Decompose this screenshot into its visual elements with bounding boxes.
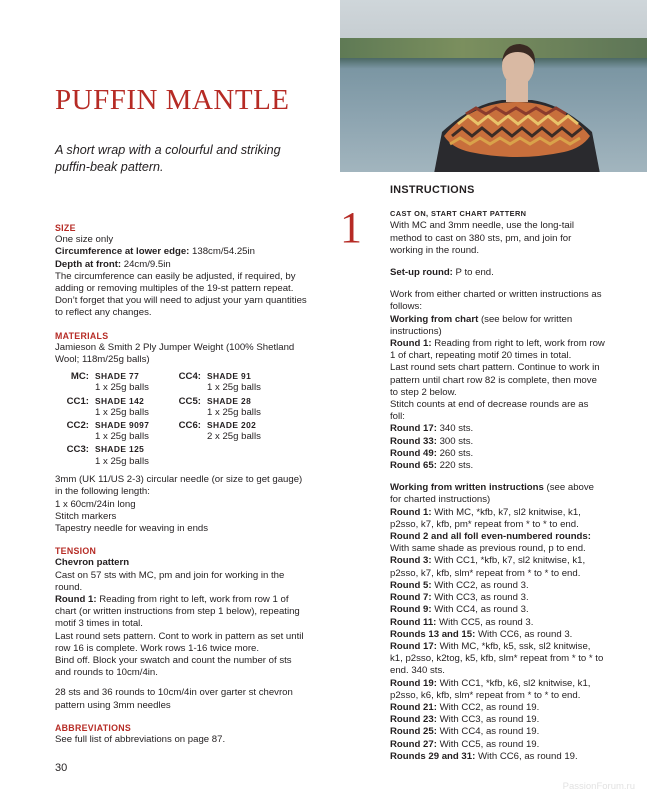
written-round: Rounds 13 and 15: With CC6, as round 3.: [390, 628, 573, 640]
left-column: [55, 222, 310, 746]
markers-text: Stitch markers: [55, 510, 117, 522]
written-round: Round 21: With CC2, as round 19.: [390, 701, 540, 713]
chart-last: Last round sets chart pattern. Continue to work in pattern until chart row 82 is complete, then move to step 2 below.: [390, 362, 600, 398]
either-text: Work from either charted or written instructions as follows:: [390, 289, 602, 313]
setup-round: Set-up round: P to end.: [390, 267, 494, 279]
yarn-column-left: [55, 370, 149, 468]
size-heading: SIZE: [55, 223, 76, 233]
written-round: Round 2 and all foll even-numbered rounds: With same shade as previous round, p to end.: [390, 531, 591, 555]
tension-last: Last round sets pattern. Cont to work in pattern as set until row 16 is complete. Work rows 1-16 twice more.: [55, 630, 304, 654]
step-heading: CAST ON, START CHART PATTERN: [390, 209, 527, 219]
tension-bind-off: Bind off. Block your swatch and count the number of sts and rounds to 10cm/4in.: [55, 655, 292, 679]
count-line: Round 49: 260 sts.: [390, 447, 474, 459]
circumference-line: [55, 246, 310, 258]
instructions-heading: INSTRUCTIONS: [390, 184, 475, 196]
written-round: Round 1: With MC, *kfb, k7, sl2 knitwise, k1, p2sso, k7, kfb, pm* repeat from * to * to end.: [390, 506, 581, 530]
yarn-column-right: [167, 370, 261, 443]
circumference-value: 138cm/54.25in: [189, 246, 255, 258]
yarn-qty: 1 x 25g balls: [207, 406, 261, 418]
yarn-qty: 1 x 25g balls: [95, 431, 149, 443]
count-line: Round 17: 340 sts.: [390, 423, 474, 435]
depth-value: 24cm/9.5in: [121, 258, 171, 270]
pattern-title: PUFFIN MANTLE: [55, 84, 290, 116]
written-round: Rounds 29 and 31: With CC6, as round 19.: [390, 750, 578, 762]
abbreviations-text: See full list of abbreviations on page 87.: [55, 734, 226, 746]
tension-heading: TENSION: [55, 546, 97, 557]
written-round: Round 3: With CC1, *kfb, k7, sl2 knitwise, k1, p2sso, k7, kfb, slm* repeat from * to * to end.: [390, 555, 586, 579]
yarn-qty: 1 x 25g balls: [95, 406, 149, 418]
abbreviations-heading: ABBREVIATIONS: [55, 722, 132, 733]
written-round: Round 25: With CC4, as round 19.: [390, 726, 540, 738]
written-round: Round 9: With CC4, as round 3.: [390, 604, 529, 616]
yarn-qty: 1 x 25g balls: [95, 455, 149, 467]
size-line: One size only: [55, 234, 114, 246]
counts-intro: Stitch counts at end of decrease rounds are as foll:: [390, 399, 589, 423]
yarn-row: CC5: SHADE 28: [178, 395, 252, 407]
tension-round-1: Round 1: Reading from right to left, work from row 1 of chart (or written instructions from step 1 below), repeating motif 3 times in total.: [55, 594, 300, 630]
yarn-row: CC2: SHADE 9097: [66, 419, 150, 431]
materials-intro: Jamieson & Smith 2 Ply Jumper Weight (100% Shetland Wool; 118m/25g balls): [55, 341, 295, 366]
written-round: Round 17: With MC, *kfb, k5, ssk, sl2 knitwise, k1, p2sso, k2tog, k5, kfb, slm* repeat from * to * to end. 340 sts.: [390, 640, 604, 677]
needle-length: 1 x 60cm/24in long: [55, 498, 136, 510]
chart-round-1: Round 1: Reading from right to left, work from row 1 of chart, repeating motif 20 times in total.: [390, 338, 605, 362]
model-photo: [340, 0, 647, 172]
step-number: 1: [340, 203, 362, 252]
tapestry-text: Tapestry needle for weaving in ends: [55, 523, 209, 535]
yarn-row: CC6: SHADE 202: [178, 419, 257, 431]
tension-subheading: Chevron pattern: [55, 557, 130, 569]
yarn-qty: 1 x 25g balls: [95, 382, 149, 394]
depth-line: [55, 259, 310, 271]
yarn-row: CC1: SHADE 142: [66, 395, 145, 407]
yarn-row: CC4: SHADE 91: [178, 371, 252, 383]
needle-text: 3mm (UK 11/US 2-3) circular needle (or size to get gauge) in the following length:: [55, 474, 303, 498]
written-round: Round 7: With CC3, as round 3.: [390, 592, 529, 604]
page-number: 30: [55, 762, 68, 774]
depth-label: Depth at front:: [55, 258, 122, 270]
model-figure: [432, 44, 602, 172]
circumference-label: Circumference at lower edge:: [55, 246, 190, 258]
yarn-qty: 1 x 25g balls: [207, 382, 261, 394]
written-round: Round 27: With CC5, as round 19.: [390, 738, 540, 750]
count-line: Round 65: 220 sts.: [390, 460, 474, 472]
size-note: The circumference can easily be adjusted, if required, by adding or removing multiples of the 19-st pattern repeat. Don’t forget that you will need to adjust your yarn quantities to reflect any changes.: [55, 270, 307, 319]
tension-cast-on: Cast on 57 sts with MC, pm and join for working in the round.: [55, 569, 285, 593]
cast-on-text: With MC and 3mm needle, use the long-tail method to cast on 380 sts, pm, and join for working in the round.: [390, 220, 574, 256]
yarn-row: CC3: SHADE 125: [66, 444, 145, 456]
watermark: PassionForum.ru: [562, 781, 635, 792]
materials-heading: MATERIALS: [55, 330, 109, 341]
tension-gauge: 28 sts and 36 rounds to 10cm/4in over garter st chevron pattern using 3mm needles: [55, 687, 293, 711]
pattern-subtitle: A short wrap with a colourful and striking puffin-beak pattern.: [55, 143, 281, 174]
right-column: [390, 184, 605, 763]
yarn-qty: 2 x 25g balls: [207, 431, 261, 443]
written-round: Round 11: With CC5, as round 3.: [390, 616, 534, 628]
written-round: Round 5: With CC2, as round 3.: [390, 579, 529, 591]
yarn-row: MC: SHADE 77: [70, 371, 140, 383]
written-round: Round 19: With CC1, *kfb, k6, sl2 knitwise, k1, p2sso, k6, kfb, slm* repeat from * to * to end.: [390, 677, 591, 701]
yarn-list: [55, 370, 310, 466]
chart-intro: Working from chart (see below for written instructions): [390, 313, 573, 337]
written-round: Round 23: With CC3, as round 19.: [390, 714, 540, 726]
written-intro: Working from written instructions (see above for charted instructions): [390, 482, 595, 506]
count-line: Round 33: 300 sts.: [390, 435, 474, 447]
